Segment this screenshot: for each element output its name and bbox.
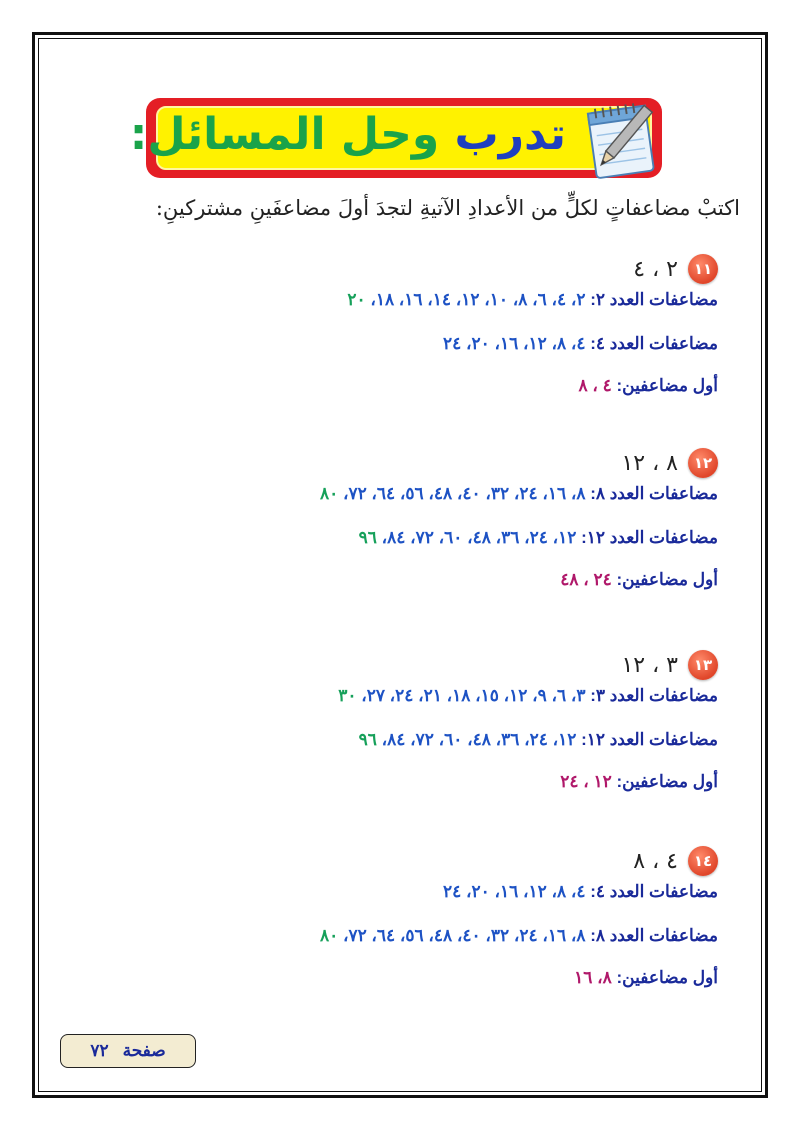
multiples-last-value: ٨٠ bbox=[319, 926, 339, 945]
problem-12 bbox=[60, 446, 718, 596]
problem-header bbox=[621, 648, 718, 682]
answer-line bbox=[60, 376, 718, 396]
problem-number-badge: ١٤ bbox=[688, 846, 718, 876]
problem-number-pair: ٨ ، ١٢ bbox=[621, 450, 678, 476]
answer-value: ٤ ، ٨ bbox=[578, 376, 612, 395]
multiples-line-2 bbox=[60, 334, 718, 354]
multiples-last-value: ٣٠ bbox=[338, 686, 357, 705]
multiples-values: ٢، ٤، ٦، ٨، ١٠، ١٢، ١٤، ١٦، ١٨، bbox=[370, 290, 586, 309]
banner-title-part1: تدرب bbox=[454, 109, 566, 160]
multiples-label: مضاعفات العدد ٣: bbox=[590, 686, 718, 705]
multiples-values: ٤، ٨، ١٢، ١٦، ٢٠، ٢٤ bbox=[443, 882, 586, 901]
answer-value: ٢٤ ، ٤٨ bbox=[560, 570, 612, 589]
problem-13 bbox=[60, 648, 718, 798]
answer-value: ١٢ ، ٢٤ bbox=[560, 772, 612, 791]
multiples-line-1 bbox=[60, 686, 718, 706]
multiples-last-value: ٩٦ bbox=[358, 528, 377, 547]
problem-number-badge: ١١ bbox=[688, 254, 718, 284]
banner-title bbox=[129, 100, 566, 176]
multiples-label: مضاعفات العدد ٤: bbox=[590, 334, 718, 353]
multiples-last-value: ٢٠ bbox=[347, 290, 366, 309]
problem-header bbox=[621, 446, 718, 480]
multiples-label: مضاعفات العدد ١٢: bbox=[581, 730, 718, 749]
multiples-values: ١٢، ٢٤، ٣٦، ٤٨، ٦٠، ٧٢، ٨٤، bbox=[381, 730, 577, 749]
page-number: ٧٢ bbox=[90, 1041, 109, 1061]
problem-number-pair: ٣ ، ١٢ bbox=[621, 652, 678, 678]
multiples-line-2 bbox=[60, 730, 718, 750]
notepad-pencil-icon bbox=[574, 88, 670, 184]
multiples-label: مضاعفات العدد ٢: bbox=[590, 290, 718, 309]
problem-14 bbox=[60, 844, 718, 994]
answer-label: أول مضاعفين: bbox=[616, 772, 718, 791]
multiples-line-1 bbox=[60, 882, 718, 902]
multiples-values: ٨، ١٦، ٢٤، ٣٢، ٤٠، ٤٨، ٥٦، ٦٤، ٧٢، bbox=[342, 484, 586, 503]
multiples-last-value: ٩٦ bbox=[358, 730, 377, 749]
problem-header bbox=[633, 252, 718, 286]
instruction-text: اكتبْ مضاعفاتٍ لكلٍّ من الأعدادِ الآتيةِ لتجدَ أولَ مضاعفَينِ مشتركينِ: bbox=[155, 196, 740, 220]
page-label: صفحة bbox=[122, 1041, 166, 1061]
answer-line bbox=[60, 570, 718, 590]
page-number-tab bbox=[60, 1034, 196, 1068]
multiples-line-2 bbox=[60, 528, 718, 548]
problem-number-pair: ٢ ، ٤ bbox=[633, 256, 678, 282]
answer-line bbox=[60, 772, 718, 792]
answer-label: أول مضاعفين: bbox=[616, 968, 718, 987]
multiples-values: ١٢، ٢٤، ٣٦، ٤٨، ٦٠، ٧٢، ٨٤، bbox=[381, 528, 577, 547]
banner-title-part2: وحل المسائل: bbox=[129, 109, 440, 160]
answer-label: أول مضاعفين: bbox=[616, 570, 718, 589]
problem-number-pair: ٤ ، ٨ bbox=[633, 848, 678, 874]
section-banner bbox=[129, 98, 662, 178]
multiples-label: مضاعفات العدد ٤: bbox=[590, 882, 718, 901]
problem-number-badge: ١٢ bbox=[688, 448, 718, 478]
multiples-line-2 bbox=[60, 926, 718, 946]
answer-line bbox=[60, 968, 718, 988]
multiples-label: مضاعفات العدد ٨: bbox=[590, 926, 718, 945]
multiples-line-1 bbox=[60, 484, 718, 504]
multiples-label: مضاعفات العدد ١٢: bbox=[581, 528, 718, 547]
multiples-label: مضاعفات العدد ٨: bbox=[590, 484, 718, 503]
multiples-values: ٣، ٦، ٩، ١٢، ١٥، ١٨، ٢١، ٢٤، ٢٧، bbox=[361, 686, 586, 705]
multiples-values: ٤، ٨، ١٢، ١٦، ٢٠، ٢٤ bbox=[443, 334, 586, 353]
problem-11 bbox=[60, 252, 718, 402]
multiples-line-1 bbox=[60, 290, 718, 310]
problem-header bbox=[633, 844, 718, 878]
answer-value: ٨، ١٦ bbox=[574, 968, 612, 987]
multiples-values: ٨، ١٦، ٢٤، ٣٢، ٤٠، ٤٨، ٥٦، ٦٤، ٧٢، bbox=[342, 926, 586, 945]
answer-label: أول مضاعفين: bbox=[616, 376, 718, 395]
problem-number-badge: ١٣ bbox=[688, 650, 718, 680]
multiples-last-value: ٨٠ bbox=[319, 484, 339, 503]
